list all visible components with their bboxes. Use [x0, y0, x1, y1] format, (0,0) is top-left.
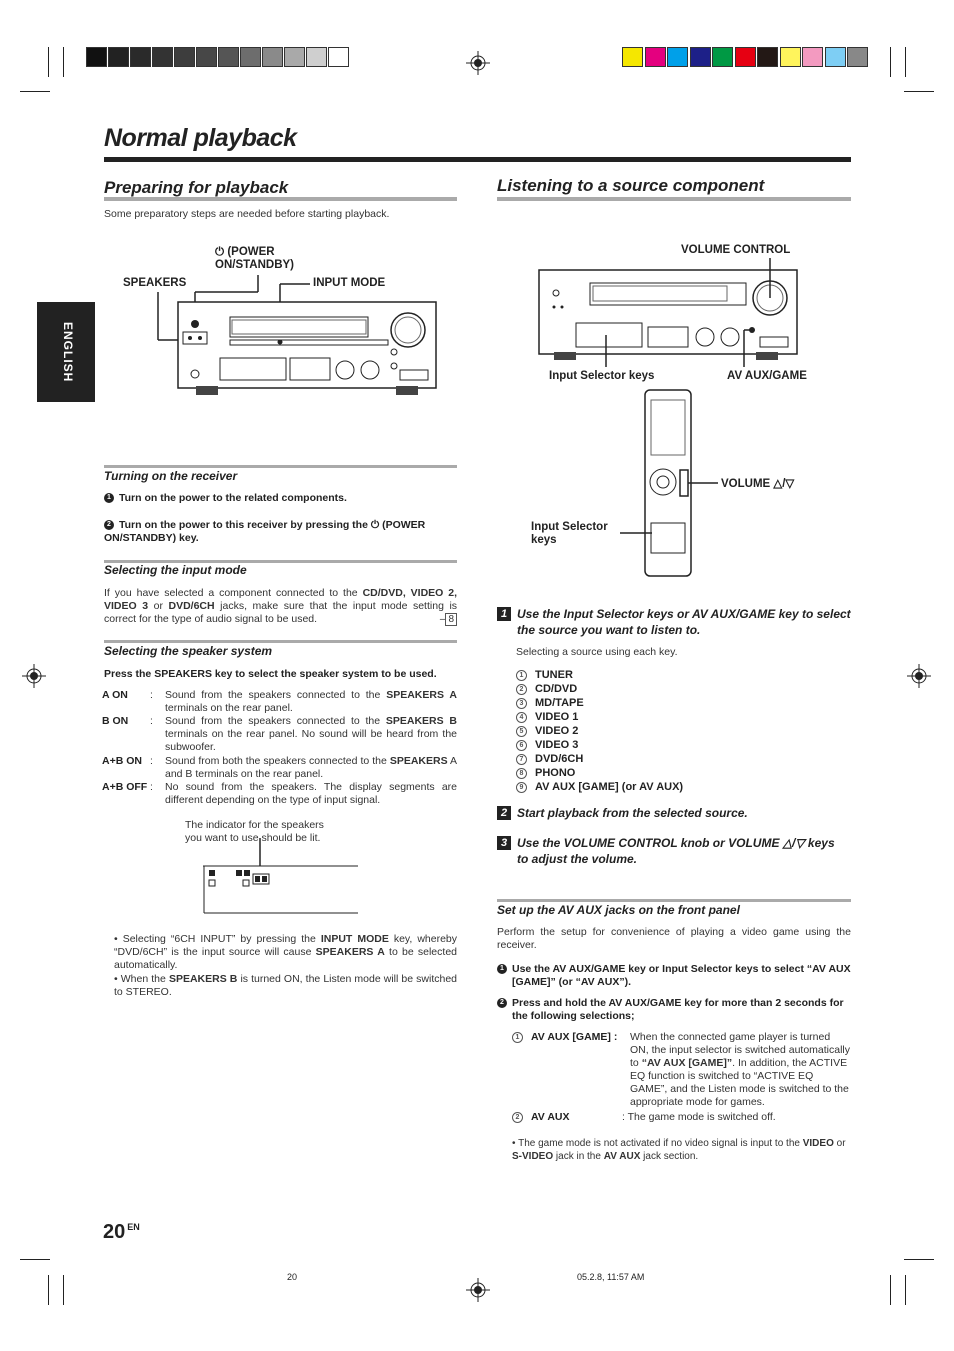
av-aux-step-2: 2 Press and hold the AV AUX/GAME key for more than 2 seconds for the following selections;: [497, 997, 851, 1023]
color-swatch: [802, 47, 823, 67]
subsection-title: Selecting the input mode: [104, 563, 247, 577]
av-aux-step-1: 1 Use the AV AUX/GAME key or Input Selector keys to select “AV AUX [GAME]” (or “AV AUX”).: [497, 963, 851, 989]
source-item: 4 VIDEO 1: [516, 710, 683, 724]
color-swatch: [847, 47, 868, 67]
color-swatch: [306, 47, 327, 67]
section-rule: [104, 197, 457, 201]
registration-mark-icon: [907, 664, 931, 688]
section-rule: [497, 197, 851, 201]
speaker-mode-colon: :: [150, 715, 153, 727]
av-aux-note: • The game mode is not activated if no video signal is input to the VIDEO or S-VIDEO jack in the AV AUX jack section.: [512, 1138, 846, 1162]
power-icon: ⏻: [215, 246, 225, 258]
receiver-front-panel-diagram: [150, 270, 450, 400]
color-swatch: [108, 47, 129, 67]
subsection-title: Turning on the receiver: [104, 469, 238, 483]
registration-mark-icon: [22, 664, 46, 688]
indicator-caption: The indicator for the speakers you want to use should be lit.: [185, 819, 324, 844]
speaker-mode-colon: :: [150, 755, 153, 767]
speaker-mode-name: B ON: [102, 715, 129, 727]
note-1: • Selecting “6CH INPUT” by pressing the INPUT MODE key, whereby “DVD/6CH” is the input source will cause SPEAKERS A to be selected automatically.: [114, 933, 458, 971]
turning-on-step-2: 2 Turn on the power to this receiver by pressing the ⏻ (POWER ON/STANDBY) key.: [104, 519, 426, 544]
source-item: 7 DVD/6CH: [516, 752, 683, 766]
color-swatch: [284, 47, 305, 67]
speakers-label: SPEAKERS: [123, 277, 187, 289]
registration-mark-icon: [466, 1278, 490, 1302]
speaker-mode-colon: :: [150, 689, 153, 701]
source-item: 9 AV AUX [GAME] (or AV AUX): [516, 780, 683, 794]
volume-control-label: VOLUME CONTROL: [681, 244, 791, 256]
speaker-mode-desc: Sound from the speakers connected to the SPEAKERS B terminals on the rear panel. No sound will be heard from the subwoofer.: [165, 715, 458, 753]
option-2-name: 2 AV AUX: [512, 1111, 570, 1124]
av-aux-intro: Perform the setup for convenience of playing a video game using the receiver.: [497, 926, 851, 951]
receiver-and-remote-diagram: [530, 255, 810, 580]
speaker-mode-colon: :: [150, 781, 153, 793]
source-list: [516, 668, 683, 794]
color-swatch: [218, 47, 239, 67]
color-swatch: [328, 47, 349, 67]
color-swatch: [645, 47, 666, 67]
section-title: Preparing for playback: [104, 178, 289, 197]
page-number: 20 $^{EN}$: [103, 1221, 140, 1243]
step-1: 1 Use the Input Selector keys or AV AUX/GAME key to select the source you want to listen to.: [497, 606, 857, 638]
language-tab: ENGLISH: [37, 302, 95, 402]
intro-text: Some preparatory steps are needed before starting playback.: [104, 208, 390, 220]
speaker-mode-desc: Sound from both the speakers connected to the SPEAKERS A and B terminals on the rear panel.: [165, 755, 458, 780]
print-date: 05.2.8, 11:57 AM: [577, 1272, 645, 1282]
color-swatch: [780, 47, 801, 67]
speaker-mode-desc: No sound from the speakers. The display segments are different depending on the type of input signal.: [165, 781, 457, 806]
registration-mark-icon: [466, 51, 490, 75]
color-swatch: [240, 47, 261, 67]
color-swatch: [735, 47, 756, 67]
av-aux-game-label: AV AUX/GAME: [727, 370, 807, 382]
input-mode-text: If you have selected a component connected to the CD/DVD, VIDEO 2, VIDEO 3 or DVD/6CH jacks, make sure that the input mode setting is correct for the type of audio signal to be used. – 8: [104, 587, 458, 625]
speaker-mode-name: A+B ON: [102, 755, 142, 767]
subsection-rule: [104, 640, 457, 643]
section-title: Listening to a source component: [497, 176, 765, 195]
source-item: 5 VIDEO 2: [516, 724, 683, 738]
subsection-title: Set up the AV AUX jacks on the front panel: [497, 903, 740, 917]
turning-on-step-1: 1 Turn on the power to the related components.: [104, 492, 457, 505]
speaker-mode-name: A ON: [102, 689, 128, 701]
input-mode-label: INPUT MODE: [313, 277, 386, 289]
note-2: • When the SPEAKERS B is turned ON, the Listen mode will be switched to STEREO.: [114, 973, 458, 998]
color-swatch: [130, 47, 151, 67]
remote-input-selector-label: Input Selector keys: [531, 521, 608, 546]
option-2-desc: : The game mode is switched off.: [622, 1111, 776, 1123]
option-1-name: 1 AV AUX [GAME] :: [512, 1031, 617, 1044]
subsection-title: Selecting the speaker system: [104, 644, 273, 658]
source-item: 3 MD/TAPE: [516, 696, 683, 710]
speaker-lead: Press the SPEAKERS key to select the speaker system to be used.: [104, 668, 437, 680]
subsection-rule: [104, 465, 457, 468]
color-swatch: [152, 47, 173, 67]
speaker-indicator-display: [203, 838, 363, 916]
color-swatch: [825, 47, 846, 67]
color-swatch: [690, 47, 711, 67]
input-selector-keys-label: Input Selector keys: [549, 370, 655, 382]
step-3: 3 Use the VOLUME CONTROL knob or VOLUME △/▽ keys to adjust the volume.: [497, 835, 857, 867]
subsection-rule: [497, 899, 851, 902]
option-1-desc: When the connected game player is turned ON, the input selector is switched automatically to “AV AUX [GAME]”. In addition, the ACTIVE EQ function is switched to “ACTIVE EQ GAME”, and the Listen mode is switched to the appropriate mode for games.: [630, 1031, 851, 1108]
source-item: 8 PHONO: [516, 766, 683, 780]
source-item: 1 TUNER: [516, 668, 683, 682]
source-item: 2 CD/DVD: [516, 682, 683, 696]
volume-label: VOLUME △/▽: [721, 478, 795, 490]
print-page: 20: [287, 1272, 298, 1282]
color-swatch: [174, 47, 195, 67]
step-2: 2 Start playback from the selected source.: [497, 805, 857, 821]
speaker-mode-name: A+B OFF: [102, 781, 148, 793]
source-item: 6 VIDEO 3: [516, 738, 683, 752]
color-swatch: [757, 47, 778, 67]
color-swatch: [86, 47, 107, 67]
color-swatch: [712, 47, 733, 67]
power-label: ⏻ (POWER ON/STANDBY): [215, 246, 295, 271]
step-1-sub: Selecting a source using each key.: [516, 646, 678, 658]
color-swatch: [196, 47, 217, 67]
color-swatch: [622, 47, 643, 67]
speaker-mode-desc: Sound from the speakers connected to the SPEAKERS A terminals on the rear panel.: [165, 689, 457, 714]
color-swatch: [667, 47, 688, 67]
page-ref: – 8: [440, 613, 457, 626]
title-rule: [104, 157, 851, 162]
page-title: Normal playback: [104, 124, 297, 152]
color-swatch: [262, 47, 283, 67]
